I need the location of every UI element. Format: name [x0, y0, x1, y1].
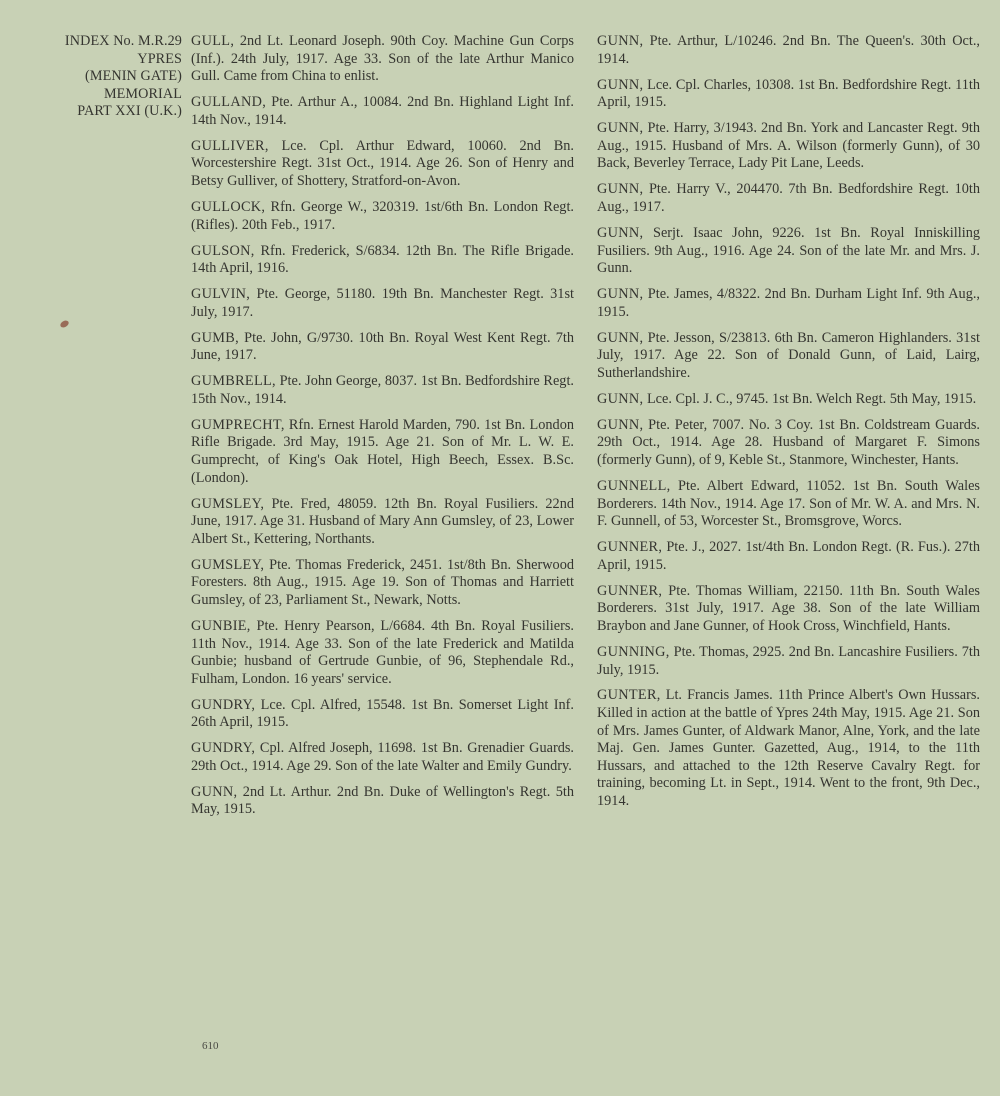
entry-surname: GUNN,: [597, 416, 644, 433]
entry-surname: GULSON,: [191, 242, 255, 259]
entry-surname: GUNTER,: [597, 687, 661, 704]
entry-details: Pte. Harry, 3/1943. 2nd Bn. York and Lancaster Regt. 9th Aug., 1915. Husband of Mrs. A. Wilson (formerly Gunn), of 30 Back, Beverley Terrace, Lady Pit Lane, Leeds.: [597, 120, 980, 172]
entry-details: Lce. Cpl. Charles, 10308. 1st Bn. Bedfordshire Regt. 11th April, 1915.: [597, 76, 980, 111]
memorial-entry: [597, 687, 980, 810]
memorial-part: PART XXI (U.K.): [77, 103, 182, 119]
entry-surname: GUNBIE,: [191, 617, 251, 634]
memorial-entry: [191, 496, 574, 549]
entry-details: Pte. J., 2027. 1st/4th Bn. London Regt. (R. Fus.). 27th April, 1915.: [597, 539, 980, 573]
memorial-entry: [191, 417, 574, 487]
entry-surname: GULLIVER,: [191, 137, 269, 154]
memorial-entry: [597, 539, 980, 574]
entry-surname: GUNNER,: [597, 539, 663, 556]
memorial-entry: [597, 77, 980, 112]
entry-details: Lce. Cpl. Alfred, 15548. 1st Bn. Somerset Light Inf. 26th April, 1915.: [191, 696, 574, 731]
entry-details: Pte. Albert Edward, 11052. 1st Bn. South Wales Borderers. 14th Nov., 1914. Age 17. Son of Mr. W. A. and Mrs. N. F. Gunnell, of 53, Worcester St., Bromsgrove, Worcs.: [597, 477, 980, 530]
memorial-entry: [191, 618, 574, 688]
memorial-entry: [191, 243, 574, 278]
entry-details: Lce. Cpl. Arthur Edward, 10060. 2nd Bn. Worcestershire Regt. 31st Oct., 1914. Age 26. Son of Henry and Betsy Gulliver, of Shottery, Stratford-on-Avon.: [191, 137, 574, 189]
memorial-entry: [191, 286, 574, 321]
memorial-entry: [191, 330, 574, 365]
entry-surname: GUNN,: [191, 783, 238, 800]
entry-surname: GUMB,: [191, 329, 239, 346]
memorial-entry: [191, 557, 574, 610]
entry-details: Rfn. Ernest Harold Marden, 790. 1st Bn. London Rifle Brigade. 3rd May, 1915. Age 21. Son of Mr. L. W. E. Gumprecht, of King's Oak Hotel, High Beech, Essex. B.Sc. (London).: [191, 416, 574, 486]
entry-details: Rfn. George W., 320319. 1st/6th Bn. London Regt. (Rifles). 20th Feb., 1917.: [191, 198, 574, 233]
entry-details: Pte. Henry Pearson, L/6684. 4th Bn. Royal Fusiliers. 11th Nov., 1914. Age 33. Son of the late Frederick and Matilda Gunbie; husband of Gertrude Gunbie, of 96, Stephendale Rd., Fulham, London. 16 years' service.: [191, 617, 574, 687]
entry-surname: GUNN,: [597, 76, 644, 93]
entry-surname: GUMPRECHT,: [191, 416, 285, 433]
memorial-type: MEMORIAL: [103, 85, 182, 102]
memorial-entry: [597, 644, 980, 679]
entry-details: Lce. Cpl. J. C., 9745. 1st Bn. Welch Regt. 5th May, 1915.: [643, 390, 977, 407]
entry-surname: GUNN,: [597, 33, 644, 49]
left-column: [191, 33, 574, 827]
entry-details: 2nd Lt. Leonard Joseph. 90th Coy. Machine Gun Corps (Inf.). 24th July, 1917. Age 33. Son of the late Arthur Manico Gull. Came from China to enlist.: [191, 33, 574, 85]
entry-surname: GUNN,: [597, 390, 644, 407]
memorial-entry: [191, 33, 574, 86]
entry-details: Pte. George, 51180. 19th Bn. Manchester Regt. 31st July, 1917.: [191, 286, 574, 320]
memorial-entry: [597, 33, 980, 68]
memorial-location: YPRES: [137, 50, 182, 67]
entry-details: Pte. Jesson, S/23813. 6th Bn. Cameron Highlanders. 31st July, 1917. Age 22. Son of Donald Gunn, of Laid, Lairg, Sutherlandshire.: [597, 329, 980, 381]
entry-surname: GUNN,: [597, 120, 644, 137]
memorial-entry: [597, 120, 980, 173]
entry-surname: GUNNING,: [597, 643, 670, 660]
entry-surname: GUNN,: [597, 286, 644, 303]
entry-surname: GUNN,: [597, 329, 644, 346]
entry-details: Rfn. Frederick, S/6834. 12th Bn. The Rifle Brigade. 14th April, 1916.: [191, 242, 574, 277]
memorial-entry: [597, 286, 980, 321]
memorial-entry: [191, 94, 574, 129]
entry-surname: GULL,: [191, 33, 235, 49]
entry-surname: GUNN,: [597, 224, 644, 241]
memorial-entry: [191, 740, 574, 775]
memorial-entry: [597, 330, 980, 383]
entry-surname: GUNNER,: [597, 582, 663, 599]
entry-details: Pte. Fred, 48059. 12th Bn. Royal Fusiliers. 22nd June, 1917. Age 31. Husband of Mary Ann Gumsley, of 23, Lower Albert St., Kettering, Northants.: [191, 495, 574, 547]
entry-details: Serjt. Isaac John, 9226. 1st Bn. Royal Inniskilling Fusiliers. 9th Aug., 1916. Age 24. Son of the late Mr. and Mrs. J. Gunn.: [597, 224, 980, 277]
entry-surname: GUNNELL,: [597, 477, 671, 494]
entry-details: Lt. Francis James. 11th Prince Albert's Own Hussars. Killed in action at the battle of Ypres 24th May, 1915. Age 21. Son of Mrs. James Gunter, of Aldwark Manor, Alne, York, and the late Maj. Gen. James Gunter. Gazetted, Aug., 1914, to the 11th Hussars, and attached to the 12th Reserve Cavalry Regt. for training, becoming Lt. in Sept., 1914. Went to the front, 9th Dec., 1914.: [597, 687, 980, 810]
index-number: INDEX No. M.R.29: [64, 33, 182, 49]
entry-surname: GUNDRY,: [191, 740, 256, 757]
entry-surname: GULLAND,: [191, 94, 267, 111]
page-number: 610: [202, 1040, 219, 1052]
memorial-entry: [597, 391, 980, 409]
entry-surname: GULLOCK,: [191, 198, 266, 215]
entry-details: Pte. Arthur A., 10084. 2nd Bn. Highland Light Inf. 14th Nov., 1914.: [191, 94, 574, 128]
entry-surname: GUMSLEY,: [191, 556, 265, 573]
entry-details: Pte. John, G/9730. 10th Bn. Royal West Kent Regt. 7th June, 1917.: [191, 329, 574, 364]
entry-details: Pte. James, 4/8322. 2nd Bn. Durham Light Inf. 9th Aug., 1915.: [597, 286, 980, 320]
entry-details: Pte. Thomas Frederick, 2451. 1st/8th Bn. Sherwood Foresters. 8th Aug., 1915. Age 19. Son of Thomas and Harriett Gumsley, of 23, Parliament St., Newark, Notts.: [191, 556, 574, 608]
memorial-entry: [597, 478, 980, 531]
memorial-name: (MENIN GATE): [85, 68, 182, 84]
entry-details: Cpl. Alfred Joseph, 11698. 1st Bn. Grenadier Guards. 29th Oct., 1914. Age 29. Son of the late Walter and Emily Gundry.: [191, 740, 574, 774]
memorial-entry: [191, 373, 574, 408]
entry-details: Pte. Thomas William, 22150. 11th Bn. South Wales Borderers. 31st July, 1917. Age 38. Son of the late William Braybon and Jane Gunner, of Hook Cross, Winchfield, Hants.: [597, 582, 980, 634]
memorial-entry: [597, 583, 980, 636]
entry-details: Pte. Thomas, 2925. 2nd Bn. Lancashire Fusiliers. 7th July, 1915.: [597, 643, 980, 678]
entry-surname: GUNN,: [597, 181, 644, 198]
entry-details: Pte. Peter, 7007. No. 3 Coy. 1st Bn. Coldstream Guards. 29th Oct., 1914. Age 28. Husband of Margaret F. Simons (formerly Gunn), of 9, Keble St., Stanmore, Winchester, Hants.: [597, 416, 980, 468]
memorial-entry: [191, 784, 574, 819]
entry-details: 2nd Lt. Arthur. 2nd Bn. Duke of Wellington's Regt. 5th May, 1915.: [191, 783, 574, 818]
memorial-entry: [191, 138, 574, 191]
entry-surname: GUMBRELL,: [191, 373, 276, 390]
entry-details: Pte. John George, 8037. 1st Bn. Bedfordshire Regt. 15th Nov., 1914.: [191, 373, 574, 407]
memorial-entry: [597, 225, 980, 278]
entry-surname: GULVIN,: [191, 286, 251, 303]
ink-mark: [59, 319, 70, 329]
memorial-entry: [191, 199, 574, 234]
right-column: [597, 33, 980, 819]
memorial-entry: [597, 181, 980, 216]
entry-details: Pte. Arthur, L/10246. 2nd Bn. The Queen's. 30th Oct., 1914.: [597, 33, 980, 67]
memorial-entry: [597, 417, 980, 470]
entry-details: Pte. Harry V., 204470. 7th Bn. Bedfordshire Regt. 10th Aug., 1917.: [597, 181, 980, 215]
entry-surname: GUMSLEY,: [191, 495, 265, 512]
memorial-entry: [191, 697, 574, 732]
index-header: [14, 33, 182, 121]
entry-surname: GUNDRY,: [191, 696, 256, 713]
